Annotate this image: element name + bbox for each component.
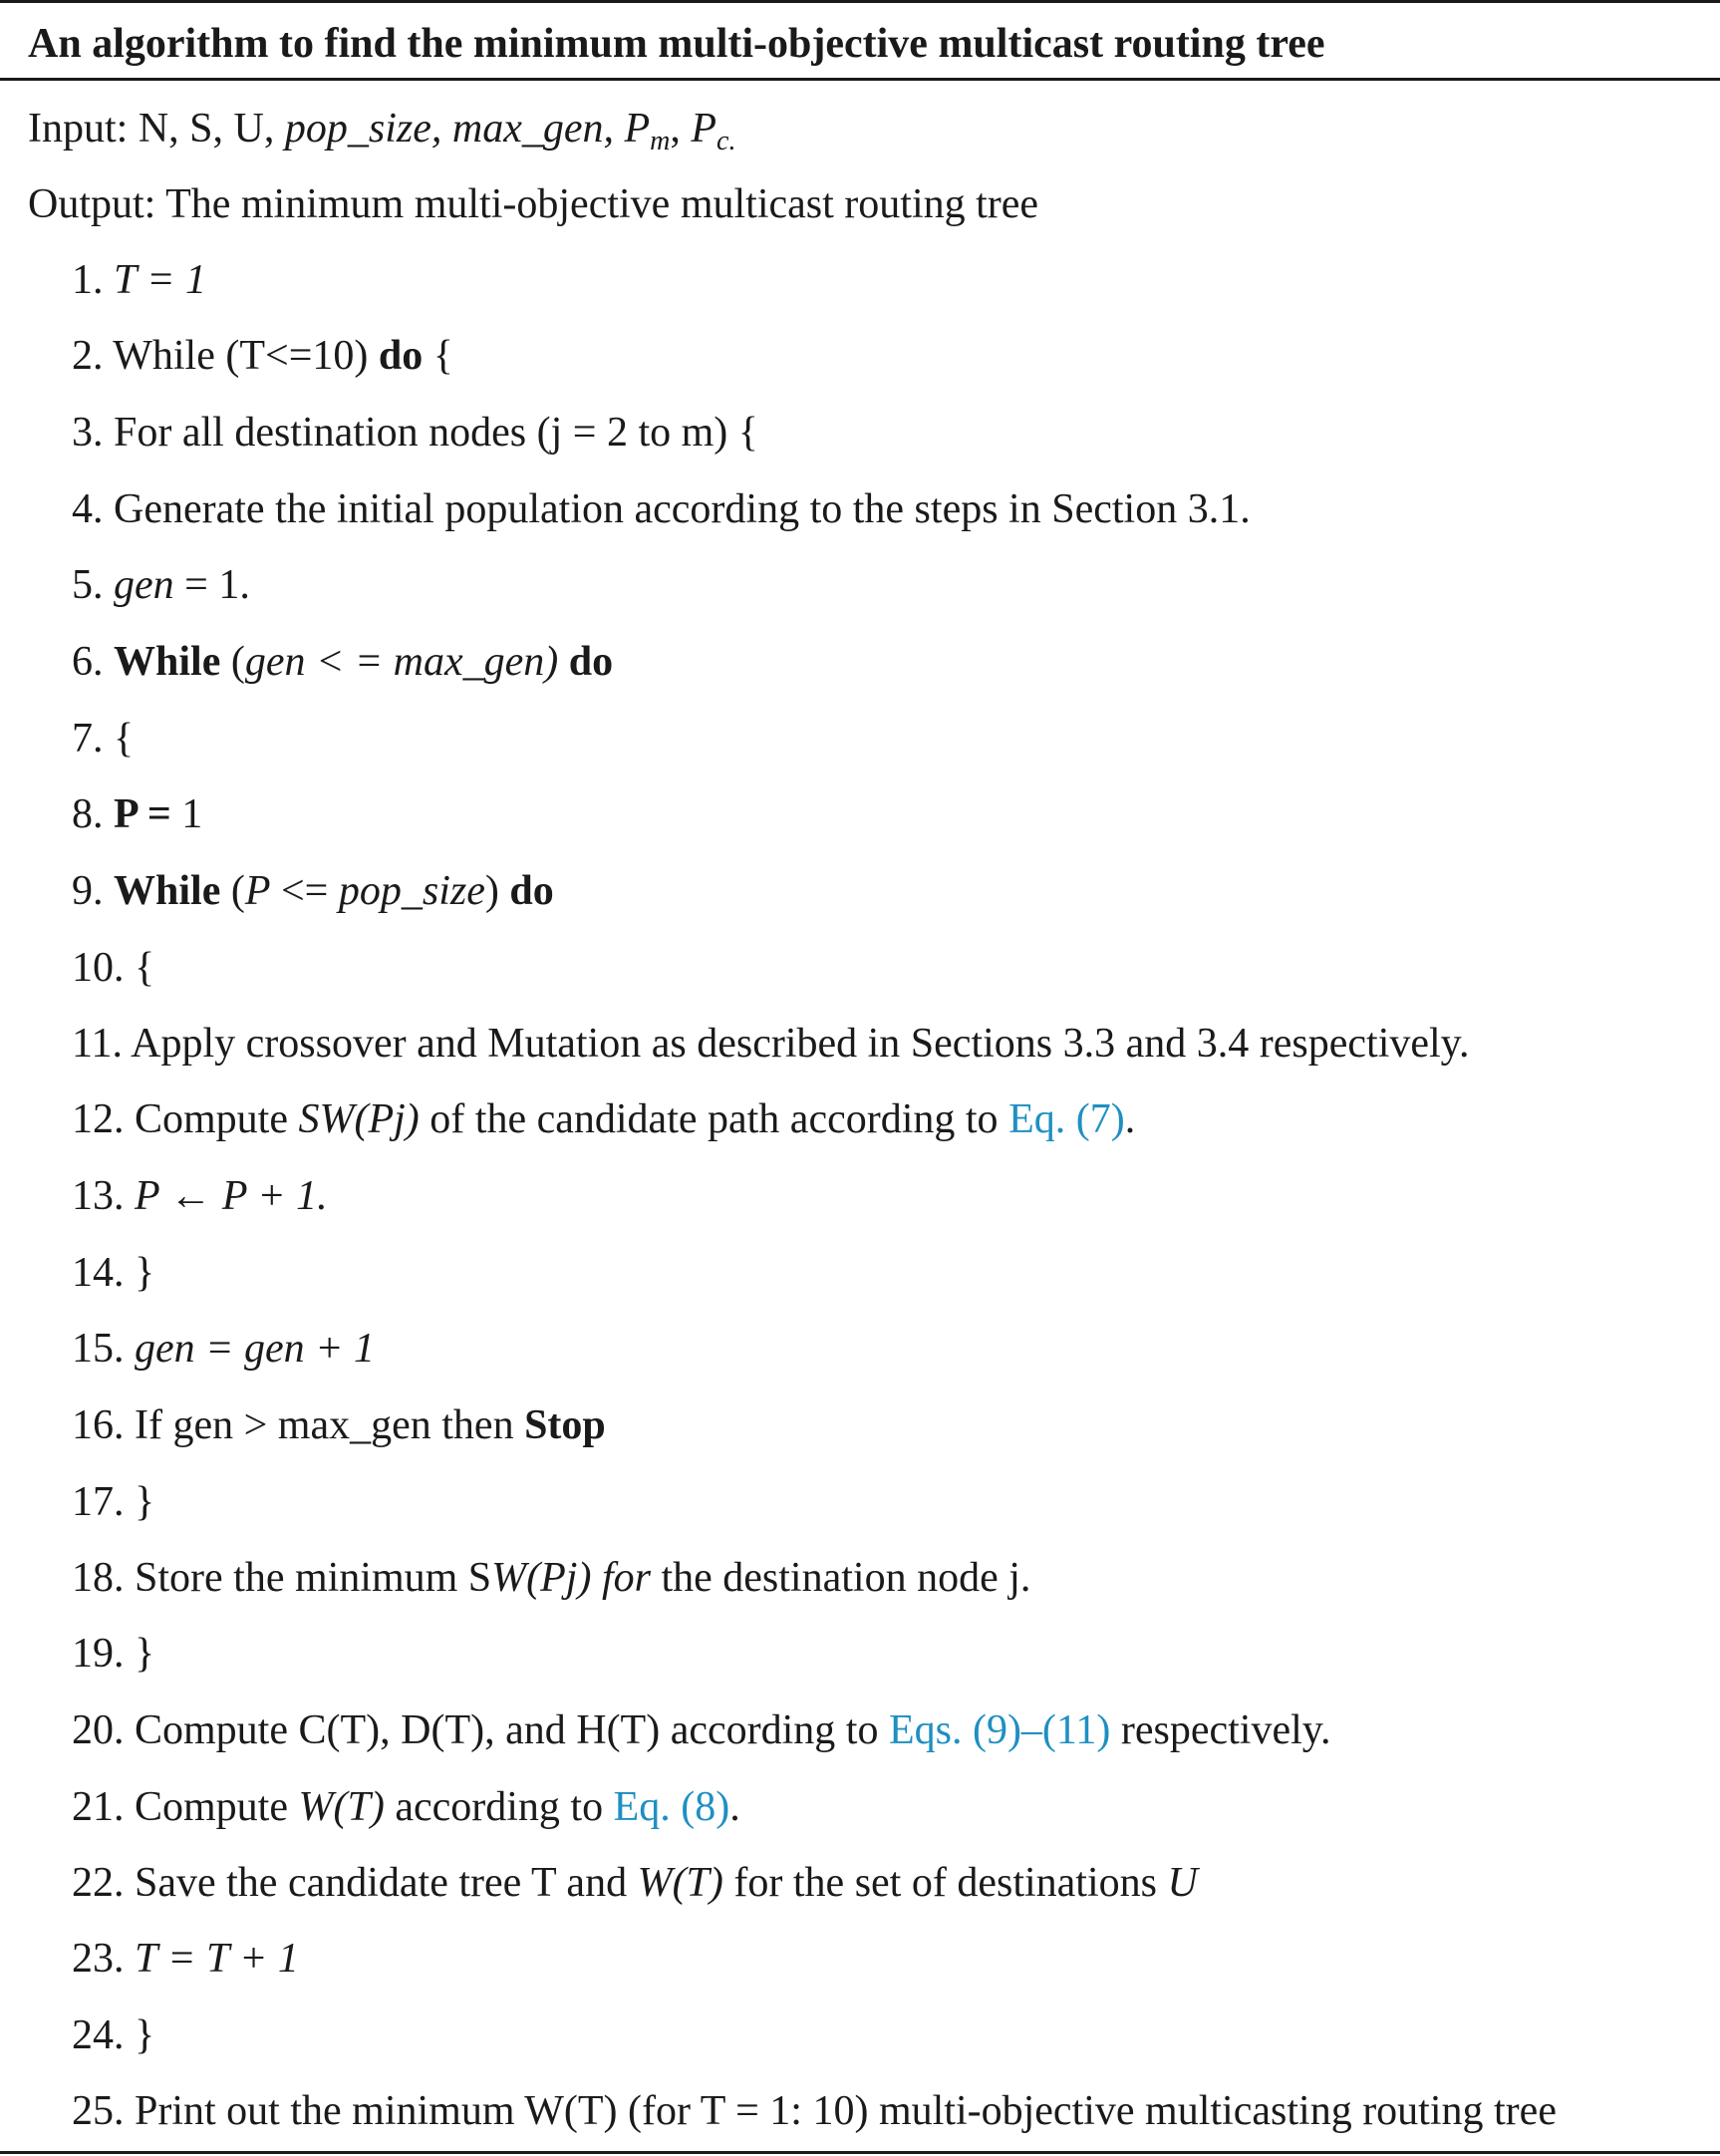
step-8 bbox=[72, 790, 202, 838]
step-12 bbox=[72, 1095, 1135, 1143]
var-wt: W(T) bbox=[637, 1860, 723, 1906]
step-3 bbox=[72, 409, 758, 457]
step-end: . bbox=[1124, 1096, 1136, 1142]
step-number: 18. bbox=[72, 1555, 125, 1601]
step-number: 8. bbox=[72, 791, 104, 837]
step-21 bbox=[72, 1783, 740, 1831]
step-9 bbox=[72, 867, 554, 915]
step-16 bbox=[72, 1401, 606, 1449]
input-separator: , bbox=[670, 106, 681, 152]
step-number: 13. bbox=[72, 1173, 125, 1219]
step-20 bbox=[72, 1706, 1331, 1754]
close-paren: ) bbox=[484, 868, 499, 914]
assignment-p: P = bbox=[114, 791, 171, 837]
step-7 bbox=[72, 715, 134, 763]
step-number: 14. bbox=[72, 1250, 125, 1296]
open-paren: ( bbox=[230, 868, 245, 914]
step-text: = 1. bbox=[184, 562, 250, 608]
step-number: 21. bbox=[72, 1784, 125, 1830]
step-text-mid: for the set of destinations bbox=[733, 1860, 1157, 1906]
step-10 bbox=[72, 944, 154, 992]
pc-subscript-letter: c bbox=[717, 126, 729, 156]
step-text: gen = gen + 1 bbox=[135, 1326, 375, 1372]
pm-subscript: m bbox=[650, 126, 671, 156]
step-text: { bbox=[135, 945, 155, 991]
step-number: 7. bbox=[72, 716, 104, 762]
equation-link-9-11[interactable]: Eqs. (9)–(11) bbox=[888, 1707, 1111, 1753]
step-text: } bbox=[135, 2012, 155, 2058]
step-number: 10. bbox=[72, 945, 125, 991]
step-text: { bbox=[114, 716, 135, 762]
step-19 bbox=[72, 1630, 154, 1678]
step-text: Print out the minimum W(T) (for T = 1: 10) multi-objective multicasting routing tree bbox=[135, 2088, 1557, 2134]
var-pop-size: pop_size bbox=[338, 868, 485, 914]
step-1 bbox=[72, 256, 206, 304]
step-number: 4. bbox=[72, 486, 104, 532]
open-brace: { bbox=[432, 333, 453, 379]
step-14 bbox=[72, 1249, 154, 1297]
table-top-rule bbox=[0, 0, 1720, 3]
step-11 bbox=[72, 1020, 1469, 1068]
var-u: U bbox=[1167, 1860, 1198, 1906]
step-number: 15. bbox=[72, 1326, 125, 1372]
step-number: 5. bbox=[72, 562, 104, 608]
title-divider-rule bbox=[0, 78, 1720, 81]
step-13 bbox=[72, 1172, 328, 1220]
step-number: 1. bbox=[72, 257, 104, 303]
step-text: Apply crossover and Mutation as described in Sections 3.3 and 3.4 respectively. bbox=[131, 1021, 1470, 1067]
equation-link-7[interactable]: Eq. (7) bbox=[1008, 1096, 1125, 1142]
output-line: Output: The minimum multi-objective multicast routing tree bbox=[28, 181, 1039, 227]
step-24 bbox=[72, 2011, 154, 2059]
step-text-mid: according to bbox=[395, 1784, 604, 1830]
equation-link-8[interactable]: Eq. (8) bbox=[613, 1784, 730, 1830]
var-gen: gen bbox=[114, 562, 174, 608]
open-paren: ( bbox=[230, 639, 245, 685]
pm-symbol bbox=[624, 106, 671, 156]
step-text: Compute C(T), D(T), and H(T) according to bbox=[135, 1707, 879, 1753]
step-text: For all destination nodes (j = 2 to m) { bbox=[114, 410, 758, 456]
step-6 bbox=[72, 638, 613, 686]
step-number: 6. bbox=[72, 639, 104, 685]
keyword-while: While bbox=[114, 868, 221, 914]
step-text: Generate the initial population according to the steps in Section 3.1. bbox=[114, 486, 1251, 532]
step-text: If gen > max_gen then bbox=[135, 1402, 514, 1448]
step-text: Store the minimum S bbox=[135, 1555, 492, 1601]
step-number: 9. bbox=[72, 868, 104, 914]
step-number: 11. bbox=[72, 1021, 123, 1067]
step-number: 16. bbox=[72, 1402, 125, 1448]
step-text: Compute bbox=[135, 1096, 288, 1142]
step-number: 2. bbox=[72, 333, 104, 379]
step-22 bbox=[72, 1859, 1198, 1907]
step-number: 12. bbox=[72, 1096, 125, 1142]
keyword-do: do bbox=[509, 868, 554, 914]
step-4 bbox=[72, 485, 1251, 533]
input-params: pop_size, max_gen, bbox=[284, 106, 614, 152]
step-5 bbox=[72, 561, 250, 609]
input-label: Input: N, S, U, bbox=[28, 106, 275, 152]
step-number: 20. bbox=[72, 1707, 125, 1753]
step-text: } bbox=[135, 1479, 155, 1525]
step-number: 24. bbox=[72, 2012, 125, 2058]
step-number: 17. bbox=[72, 1479, 125, 1525]
pm-base: P bbox=[624, 106, 651, 152]
var-wpj: W(Pj) for bbox=[491, 1555, 651, 1601]
step-text: } bbox=[135, 1631, 155, 1677]
step-end: . bbox=[729, 1784, 740, 1830]
step-2 bbox=[72, 332, 453, 380]
var-swpj: SW(Pj) bbox=[298, 1096, 420, 1142]
step-number: 23. bbox=[72, 1936, 125, 1982]
step-text: 1 bbox=[181, 791, 203, 837]
var-p: P bbox=[244, 868, 271, 914]
table-title: An algorithm to find the minimum multi-objective multicast routing tree bbox=[28, 21, 1325, 67]
step-text: T = 1 bbox=[114, 257, 206, 303]
var-wt: W(T) bbox=[298, 1784, 385, 1830]
keyword-do: do bbox=[568, 639, 614, 685]
pc-end: . bbox=[728, 126, 736, 156]
pc-subscript bbox=[717, 126, 735, 156]
step-number: 3. bbox=[72, 410, 104, 456]
step-number: 19. bbox=[72, 1631, 125, 1677]
step-text: While (T<=10) bbox=[113, 333, 369, 379]
step-number: 25. bbox=[72, 2088, 125, 2134]
loop-condition: gen < = max_gen) bbox=[244, 639, 559, 685]
step-text-mid: of the candidate path according to bbox=[430, 1096, 999, 1142]
operator: <= bbox=[281, 868, 329, 914]
step-text: Compute bbox=[135, 1784, 288, 1830]
step-text-end: the destination node j. bbox=[661, 1555, 1031, 1601]
step-text: } bbox=[135, 1250, 155, 1296]
pc-base: P bbox=[691, 106, 717, 152]
table-bottom-rule bbox=[0, 2151, 1720, 2154]
step-25 bbox=[72, 2087, 1557, 2135]
step-text: P ← P + 1. bbox=[135, 1173, 328, 1219]
step-23 bbox=[72, 1935, 299, 1983]
step-15 bbox=[72, 1325, 375, 1373]
pc-symbol bbox=[691, 106, 736, 156]
step-text-end: respectively. bbox=[1120, 1707, 1331, 1753]
keyword-while: While bbox=[114, 639, 221, 685]
step-number: 22. bbox=[72, 1860, 125, 1906]
keyword-do: do bbox=[378, 333, 424, 379]
step-text: Save the candidate tree T and bbox=[135, 1860, 628, 1906]
step-text: T = T + 1 bbox=[135, 1936, 299, 1982]
input-line bbox=[28, 105, 736, 156]
step-17 bbox=[72, 1478, 154, 1526]
keyword-stop: Stop bbox=[524, 1402, 606, 1448]
step-18 bbox=[72, 1554, 1030, 1602]
